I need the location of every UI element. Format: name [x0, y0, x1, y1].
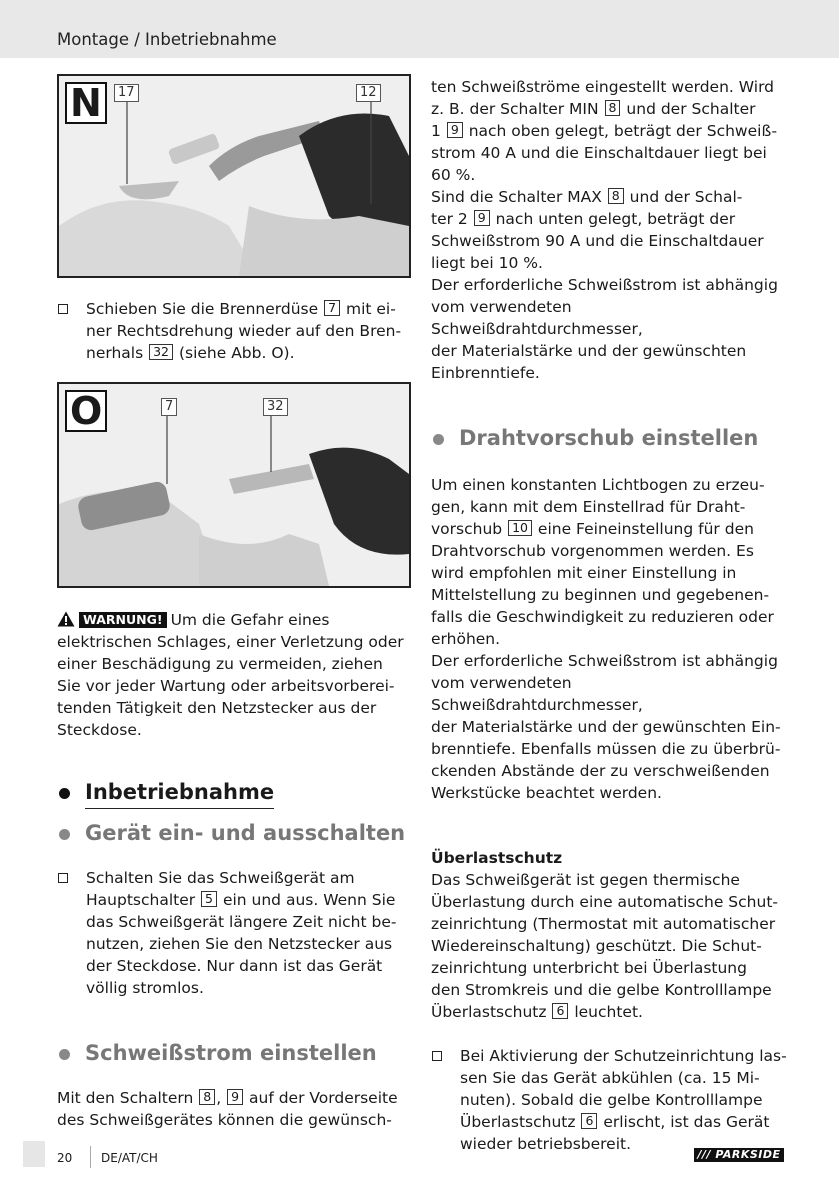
- body-text: Sind die Schalter MAX: [431, 188, 602, 206]
- ref-box: 8: [605, 100, 621, 116]
- figure-n-callout-12: 12: [356, 84, 381, 102]
- body-text: und der Schal-: [629, 188, 743, 206]
- bullet-dot-icon: [59, 788, 70, 799]
- footer-page-number: 20: [57, 1151, 73, 1165]
- figure-n-callout-17: 17: [114, 84, 139, 102]
- body-text: Drahtvorschub vorgenommen werden. Es: [431, 542, 754, 560]
- schweissstrom-continued: [431, 76, 787, 384]
- body-text: Schweißstrom 90 A und die Einschaltdauer: [431, 232, 764, 250]
- step-ein-aus: [57, 867, 412, 999]
- footer-divider: [90, 1146, 91, 1168]
- section-inbetriebnahme: [57, 778, 412, 806]
- body-text: zeinrichtung unterbricht bei Überlastung: [431, 959, 747, 977]
- page-header-title: Montage / Inbetriebnahme: [57, 30, 277, 49]
- ref-box: 9: [447, 122, 463, 138]
- body-text: ,: [216, 1089, 222, 1107]
- checkbox-square-icon: [58, 304, 68, 314]
- header-bar: [0, 0, 839, 58]
- body-text: z. B. der Schalter MIN: [431, 100, 599, 118]
- left-column: [57, 74, 412, 1131]
- step-text: Hauptschalter: [86, 891, 196, 909]
- warning-text: Steckdose.: [57, 721, 142, 739]
- body-text: nach unten gelegt, beträgt der: [495, 210, 736, 228]
- ref-box: 6: [552, 1003, 568, 1019]
- ref-box: 5: [201, 891, 217, 907]
- warning-text: einer Beschädigung zu vermeiden, ziehen: [57, 655, 383, 673]
- body-text: der Materialstärke und der gewünschten Ein-: [431, 718, 781, 736]
- body-text: Überlastung durch eine automatische Schut-: [431, 893, 778, 911]
- section-title-ueberlastschutz: Überlastschutz: [431, 849, 563, 867]
- drahtvorschub-text: [431, 474, 787, 804]
- body-text: ckenden Abstände der zu verschweißenden: [431, 762, 770, 780]
- ref-box: 7: [324, 300, 340, 316]
- heading-text: Schweißstrom einstellen: [85, 1041, 377, 1065]
- body-text: falls die Geschwindigkeit zu reduzieren oder: [431, 608, 774, 626]
- step-n-text: nerhals: [86, 344, 144, 362]
- body-text: der Materialstärke und der gewünschten: [431, 342, 747, 360]
- figure-n-letter: N: [65, 82, 107, 124]
- body-text: leuchtet.: [574, 1003, 643, 1021]
- body-text: Wiedereinschaltung) geschützt. Die Schut-: [431, 937, 762, 955]
- ref-box: 6: [581, 1113, 597, 1129]
- step-text: Schalten Sie das Schweißgerät am: [86, 869, 355, 887]
- body-text: wird empfohlen mit einer Einstellung in: [431, 564, 737, 582]
- step-text: ein und aus. Wenn Sie: [222, 891, 396, 909]
- ueberlastschutz-text: [431, 869, 787, 1023]
- body-text: Der erforderliche Schweißstrom ist abhängig: [431, 652, 778, 670]
- ref-box: 9: [474, 210, 490, 226]
- figure-n: [57, 74, 411, 278]
- ref-box: 8: [199, 1089, 215, 1105]
- footer-page-marker: [23, 1141, 45, 1167]
- body-text: nach oben gelegt, beträgt der Schweiß-: [468, 122, 778, 140]
- step-text: wieder betriebsbereit.: [460, 1135, 632, 1153]
- body-text: eine Feineinstellung für den: [537, 520, 754, 538]
- body-text: vorschub: [431, 520, 503, 538]
- figure-n-illustration: [59, 76, 409, 276]
- schweissstrom-intro: [57, 1087, 412, 1131]
- step-n-text: Schieben Sie die Brennerdüse: [86, 300, 319, 318]
- body-text: Der erforderliche Schweißstrom ist abhängig: [431, 276, 778, 294]
- step-ueberlast: [431, 1045, 787, 1155]
- body-text: gen, kann mit dem Einstellrad für Draht-: [431, 498, 746, 516]
- body-text: des Schweißgerätes können die gewünsch-: [57, 1111, 392, 1129]
- body-text: strom 40 A und die Einschaltdauer liegt bei: [431, 144, 767, 162]
- step-text: Überlastschutz: [460, 1113, 576, 1131]
- body-text: auf der Vorderseite: [249, 1089, 398, 1107]
- figure-o-letter: O: [65, 390, 107, 432]
- ref-box: 8: [608, 188, 624, 204]
- step-text: der Steckdose. Nur dann ist das Gerät: [86, 957, 383, 975]
- footer-language: DE/AT/CH: [101, 1151, 158, 1165]
- section-title-drahtvorschub: [431, 424, 787, 452]
- ref-box: 32: [149, 344, 173, 360]
- step-n-text: ner Rechtsdrehung wieder auf den Bren-: [86, 322, 402, 340]
- checkbox-square-icon: [432, 1051, 442, 1061]
- step-n-text: (siehe Abb. O).: [178, 344, 295, 362]
- section-title-inbetriebnahme: [57, 778, 274, 806]
- body-text: liegt bei 10 %.: [431, 254, 543, 272]
- body-text: ter 2: [431, 210, 468, 228]
- step-text: sen Sie das Gerät abkühlen (ca. 15 Mi-: [460, 1069, 760, 1087]
- body-text: zeinrichtung (Thermostat mit automatischer: [431, 915, 776, 933]
- warning-badge: WARNUNG!: [79, 612, 167, 628]
- warning-block: [57, 609, 412, 741]
- body-text: und der Schalter: [626, 100, 756, 118]
- body-text: Um einen konstanten Lichtbogen zu erzeu-: [431, 476, 765, 494]
- figure-o: [57, 382, 411, 588]
- body-text: den Stromkreis und die gelbe Kontrolllampe: [431, 981, 772, 999]
- body-text: vom verwendeten Schweißdrahtdurchmesser,: [431, 298, 643, 338]
- step-n-text: mit ei-: [345, 300, 396, 318]
- section-title-schweissstrom: [57, 1039, 412, 1067]
- step-text: nutzen, ziehen Sie den Netzstecker aus: [86, 935, 393, 953]
- step-text: das Schweißgerät längere Zeit nicht be-: [86, 913, 397, 931]
- step-text: erlischt, ist das Gerät: [603, 1113, 770, 1131]
- body-text: Überlastschutz: [431, 1003, 547, 1021]
- bullet-dot-icon: [433, 434, 444, 445]
- step-n: [57, 298, 412, 364]
- bullet-dot-icon: [59, 1049, 70, 1060]
- body-text: brenntiefe. Ebenfalls müssen die zu überbrü-: [431, 740, 781, 758]
- body-text: Mit den Schaltern: [57, 1089, 194, 1107]
- body-text: Mittelstellung zu beginnen und gegebenen-: [431, 586, 770, 604]
- warning-text: elektrischen Schlages, einer Verletzung oder: [57, 633, 404, 651]
- body-text: 60 %.: [431, 166, 476, 184]
- checkbox-square-icon: [58, 873, 68, 883]
- figure-o-callout-32: 32: [263, 398, 288, 416]
- ref-box: 10: [508, 520, 532, 536]
- body-text: Werkstücke beachtet werden.: [431, 784, 662, 802]
- parkside-logo: /// PARKSIDE: [694, 1148, 784, 1162]
- body-text: Einbrenntiefe.: [431, 364, 540, 382]
- figure-o-callout-7: 7: [161, 398, 177, 416]
- step-text: völlig stromlos.: [86, 979, 204, 997]
- right-column: [431, 76, 787, 1155]
- warning-text: Um die Gefahr eines: [170, 611, 330, 629]
- figure-o-illustration: [59, 384, 409, 586]
- heading-text: Drahtvorschub einstellen: [459, 426, 759, 450]
- body-text: erhöhen.: [431, 630, 501, 648]
- body-text: ten Schweißströme eingestellt werden. Wird: [431, 78, 775, 96]
- heading-text: Inbetriebnahme: [85, 780, 275, 804]
- step-text: nuten). Sobald die gelbe Kontrolllampe: [460, 1091, 763, 1109]
- section-title-ein-aus: [57, 819, 412, 847]
- bullet-dot-icon: [59, 829, 70, 840]
- warning-text: tenden Tätigkeit den Netzstecker aus der: [57, 699, 377, 717]
- body-text: Das Schweißgerät ist gegen thermische: [431, 871, 740, 889]
- heading-text: Gerät ein- und ausschalten: [85, 821, 406, 845]
- body-text: 1: [431, 122, 441, 140]
- ref-box: 9: [227, 1089, 243, 1105]
- warning-text: Sie vor jeder Wartung oder arbeitsvorberei-: [57, 677, 395, 695]
- step-text: Bei Aktivierung der Schutzeinrichtung las-: [460, 1047, 787, 1065]
- heading-underline: [85, 808, 274, 809]
- body-text: vom verwendeten Schweißdrahtdurchmesser,: [431, 674, 643, 714]
- warning-triangle-icon: [57, 611, 75, 627]
